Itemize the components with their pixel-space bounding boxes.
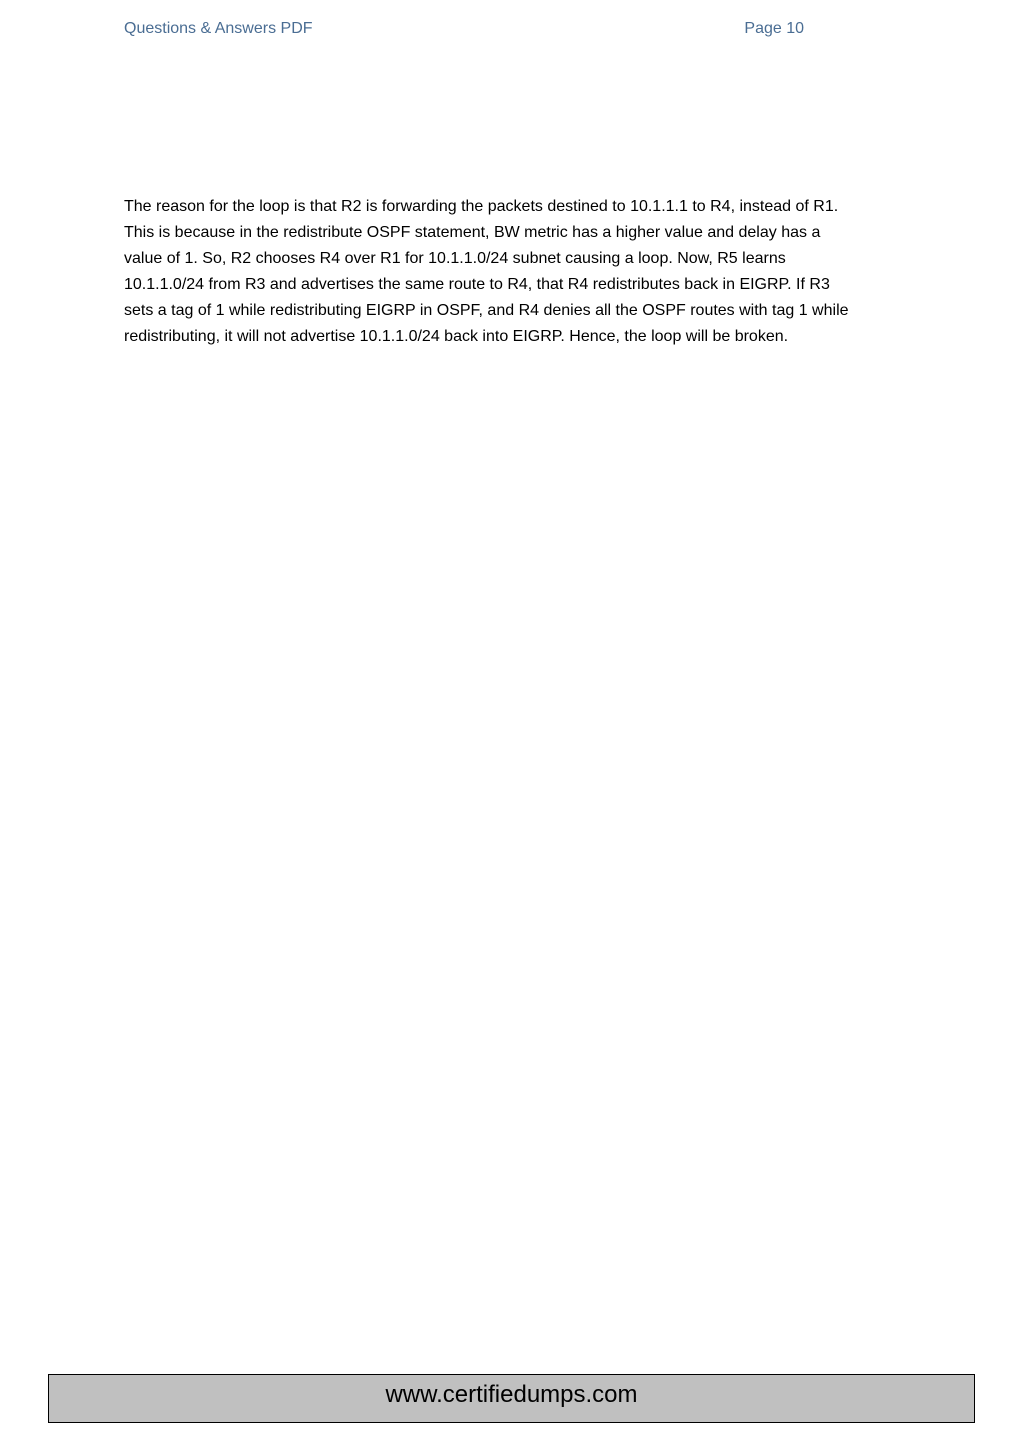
website-link[interactable]: www.certifiedumps.com: [385, 1381, 638, 1408]
answer-line: 10.1.1.0/24 from R3 and advertises the same route to R4, that R4 redistributes back in EIGRP. If R3: [124, 276, 830, 293]
page-number: Page 10: [744, 20, 804, 37]
page-footer: [48, 1374, 975, 1423]
answer-line: value of 1. So, R2 chooses R4 over R1 for 10.1.1.0/24 subnet causing a loop. Now, R5 learns: [124, 250, 786, 267]
page-header: [124, 20, 804, 44]
answer-explanation: [124, 194, 914, 350]
answer-line: sets a tag of 1 while redistributing EIGRP in OSPF, and R4 denies all the OSPF routes with tag 1 while: [124, 302, 849, 319]
answer-line: The reason for the loop is that R2 is forwarding the packets destined to 10.1.1.1 to R4, instead of R1.: [124, 198, 839, 215]
answer-line: This is because in the redistribute OSPF statement, BW metric has a higher value and delay has a: [124, 224, 821, 241]
answer-line: redistributing, it will not advertise 10.1.1.0/24 back into EIGRP. Hence, the loop will be broken.: [124, 328, 789, 345]
document-title: Questions & Answers PDF: [124, 20, 313, 37]
